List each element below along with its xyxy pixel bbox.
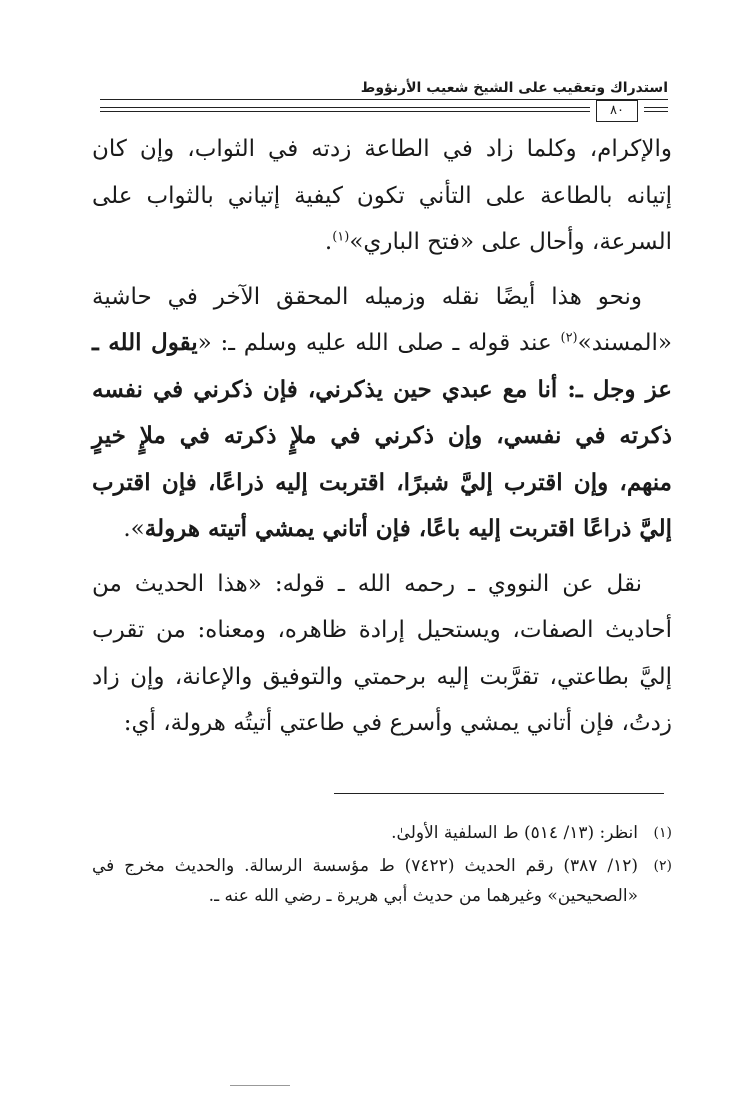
page-number-row <box>100 104 668 120</box>
paragraph-1-end: . <box>324 229 333 255</box>
footnote-ref-2: (٢) <box>560 330 578 346</box>
paragraph-2-mid: عند قوله ـ صلى الله عليه وسلم ـ: « <box>197 330 561 356</box>
running-header-title: استدراك وتعقيب على الشيخ شعيب الأرنؤوط <box>360 80 668 96</box>
page-header <box>100 78 668 120</box>
footnotes <box>92 818 672 914</box>
paragraph-3: نقل عن النووي ـ رحمه الله ـ قوله: «هذا الحديث من أحاديث الصفات، ويستحيل إرادة ظاهره، ومعناه: من تقرب إليَّ بطاعتي، تقرَّبت إليه برحمتي والتوفيق والإعانة، وإن زاد زدتُ، فإن أتاني يمشي وأسرع في طاعتي أتيتُه هرولة، أي: <box>92 570 672 736</box>
header-double-rule-left <box>100 107 590 112</box>
footnote-1 <box>92 818 672 848</box>
paragraph-gap <box>92 266 672 274</box>
header-double-rule-right <box>644 107 668 112</box>
paragraph-2-intro: ونحو هذا أيضًا نقله وزميله المحقق الآخر في حاشية «المسند» <box>92 283 672 356</box>
footnote-separator <box>334 793 664 794</box>
footnote-1-number: (١) <box>653 825 672 841</box>
paragraph-2-end: ». <box>123 516 145 542</box>
footnote-1-text: انظر: (١٣/ ٥١٤) ط السلفية الأولىٰ. <box>391 823 638 843</box>
header-rule <box>100 99 668 100</box>
page-number: ٨٠ <box>596 100 638 122</box>
paragraph-2 <box>92 274 672 553</box>
footnote-ref-1: (١) <box>332 229 350 245</box>
footnote-2-text: (١٢/ ٣٨٧) رقم الحديث (٧٤٢٢) ط مؤسسة الرسالة. والحديث مخرج في «الصحيحين» وغيرهما من حديث أبي هريرة ـ رضي الله عنه ـ. <box>92 856 638 906</box>
paragraph-1-text: والإكرام، وكلما زاد في الطاعة زدته في الثواب، وإن كان إتيانه بالطاعة على التأني تكون كيفية إتياني بالثواب على السرعة، وأحال على «فتح الباري» <box>92 136 672 255</box>
paragraph-gap <box>92 553 672 561</box>
footnote-2-number: (٢) <box>653 858 672 874</box>
bottom-decorative-line <box>230 1085 290 1086</box>
paragraph-1 <box>92 126 672 266</box>
main-text <box>92 126 672 747</box>
footnote-2 <box>92 851 672 911</box>
hadith-quote: يقول الله ـ عز وجل ـ: أنا مع عبدي حين يذكرني، فإن ذكرني في نفسه ذكرته في نفسي، وإن ذكرني في ملإٍ ذكرته في ملإٍ خيرٍ منهم، وإن اقترب إليَّ شبرًا، اقتربت إليه ذراعًا، فإن اقترب إليَّ ذراعًا اقتربت إليه باعًا، فإن أتاني يمشي أتيته هرولة <box>92 329 672 542</box>
